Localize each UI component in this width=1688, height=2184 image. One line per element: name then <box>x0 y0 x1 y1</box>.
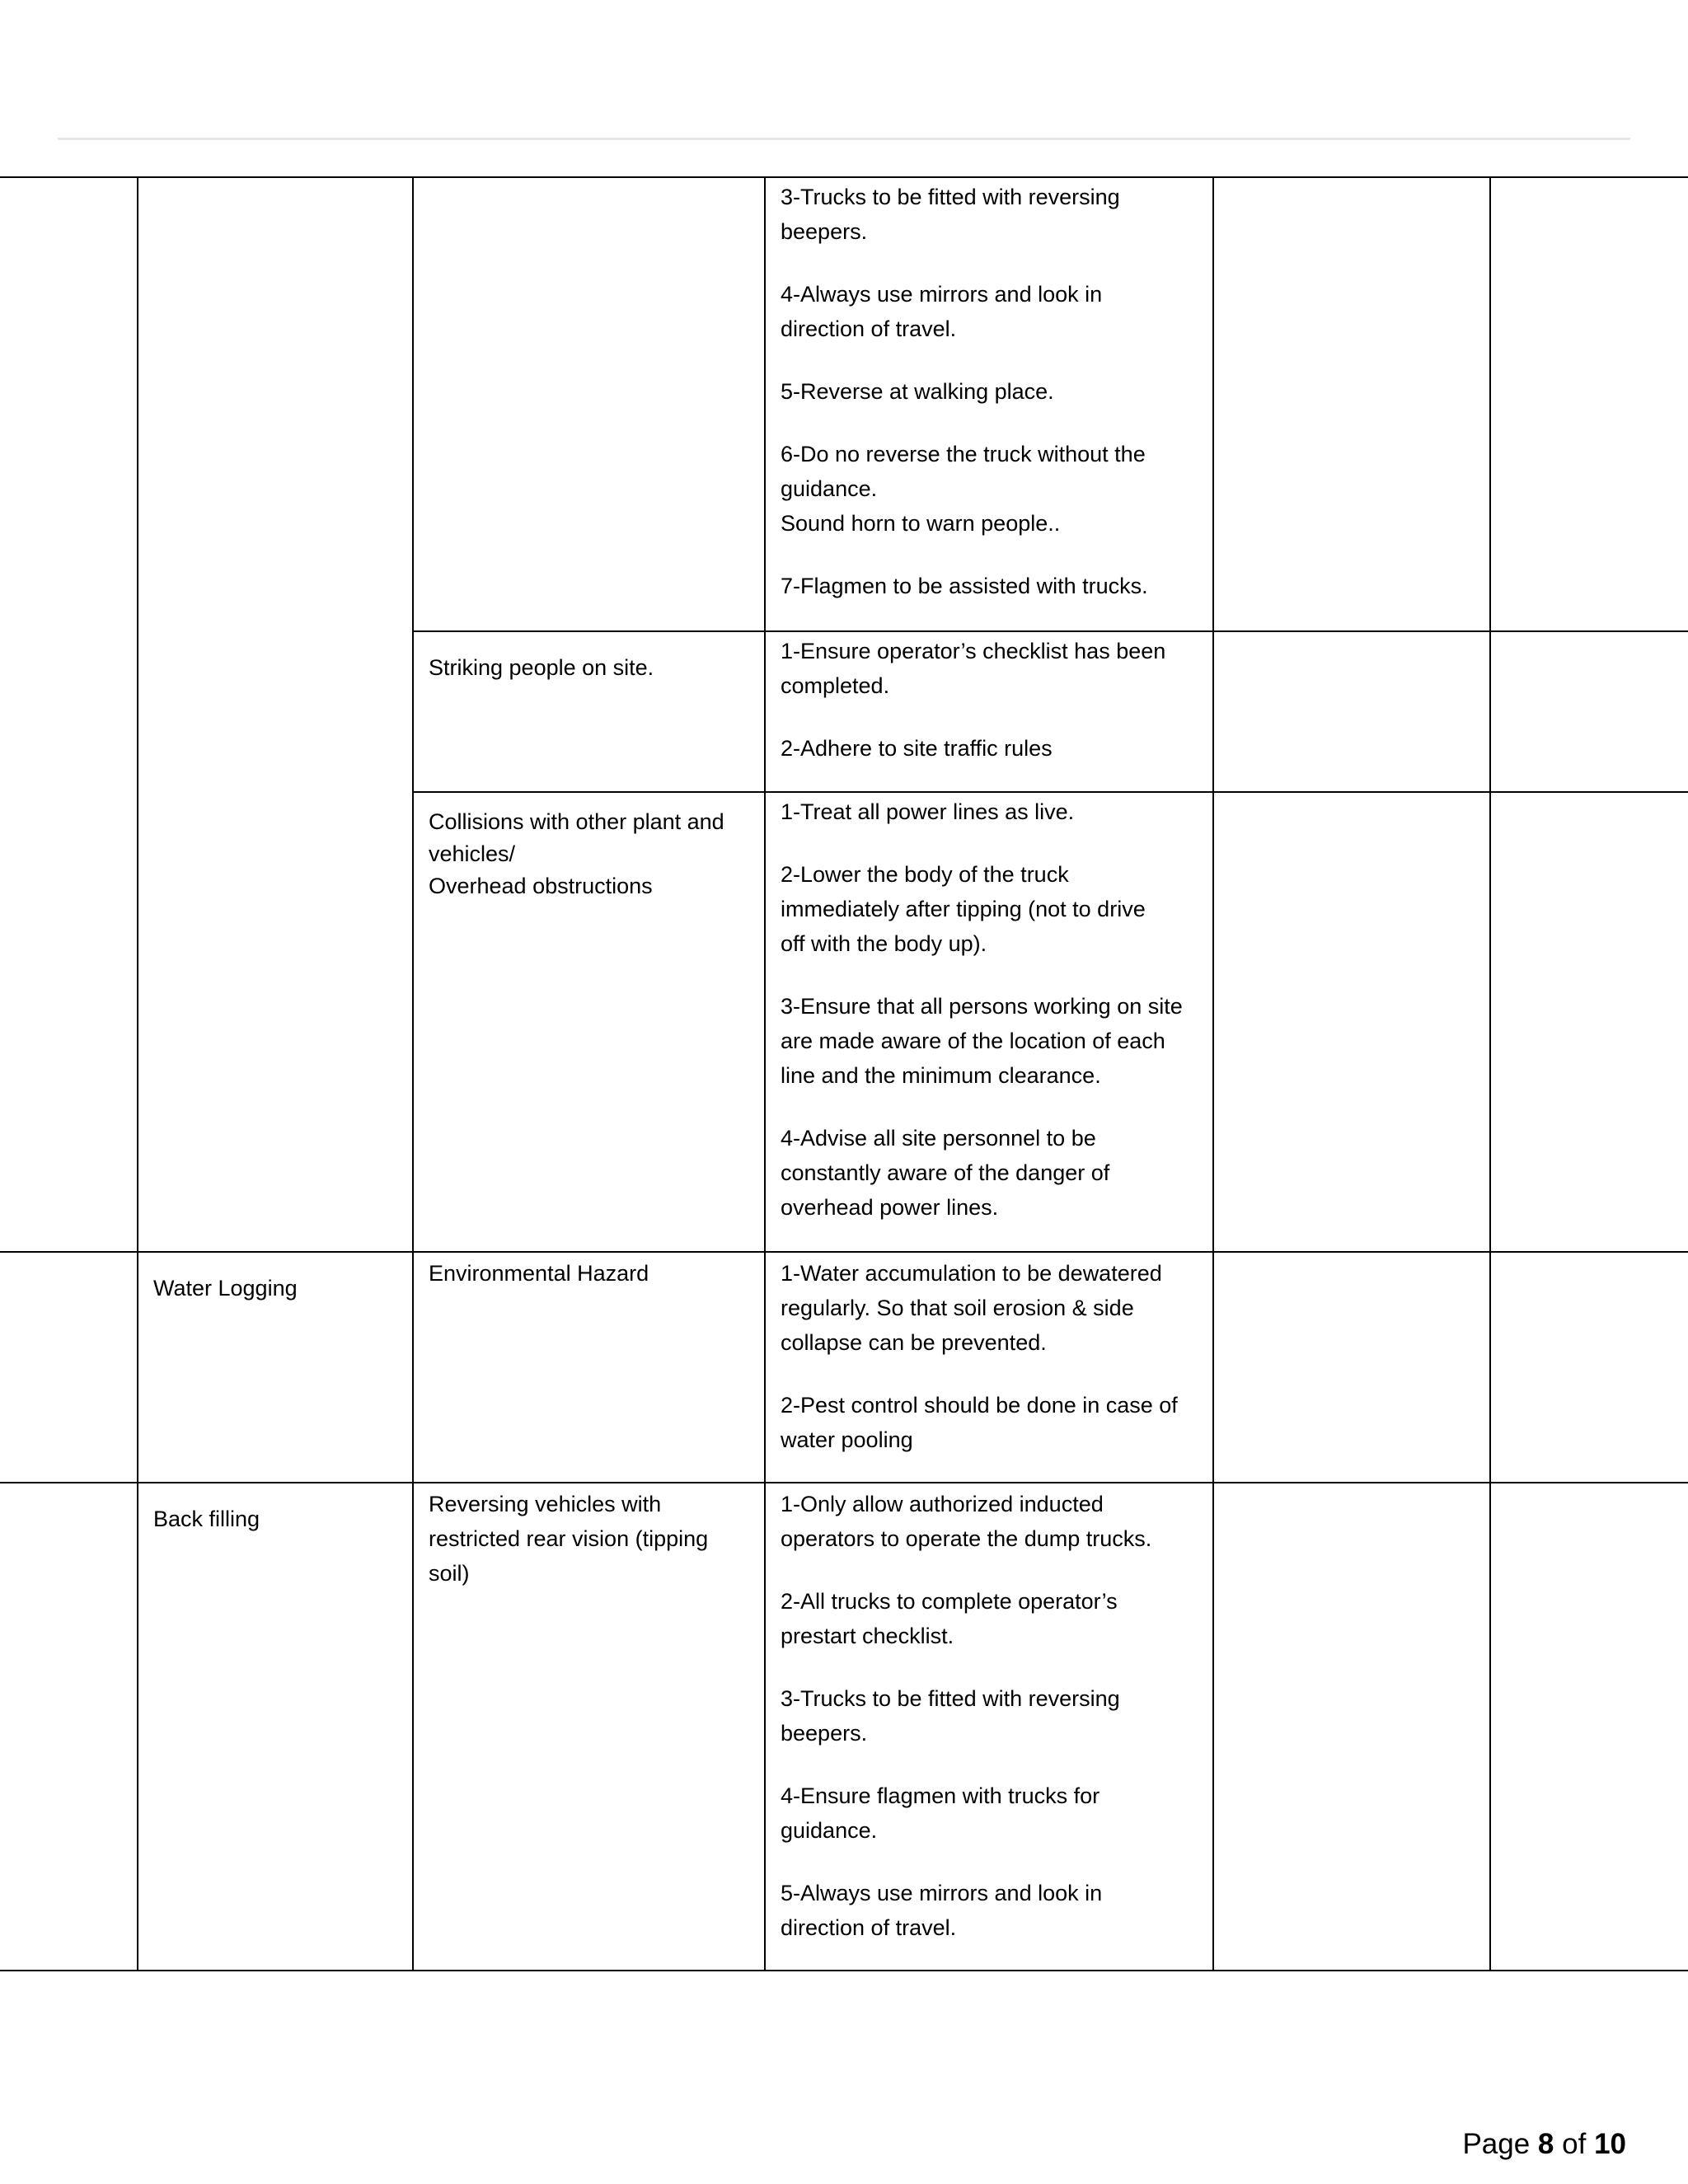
control-item <box>781 1487 1198 1556</box>
table-row <box>0 1252 1688 1483</box>
controls-cell <box>765 1483 1213 1971</box>
control-item <box>781 569 1198 603</box>
control-line: line and the minimum clearance. <box>781 1063 1101 1088</box>
activity-text: Water Logging <box>153 1276 298 1301</box>
controls-cell <box>765 177 1213 631</box>
consequence-cell <box>413 177 765 631</box>
control-line: guidance. <box>781 1818 878 1843</box>
consequence-cell <box>413 1483 765 1971</box>
control-line: direction of travel. <box>781 1915 957 1940</box>
control-line: 2-Pest control should be done in case of <box>781 1393 1178 1418</box>
control-line: 6-Do no reverse the truck without the <box>781 442 1146 466</box>
control-line: immediately after tipping (not to drive <box>781 897 1146 921</box>
consequence-cell <box>413 1252 765 1483</box>
page-total: 10 <box>1594 2128 1626 2160</box>
consequence-line: Overhead obstructions <box>429 874 653 898</box>
sr-no-cell <box>0 1252 138 1483</box>
control-item <box>781 989 1198 1093</box>
sr-no-cell <box>0 177 138 1252</box>
responsibility-cell <box>1490 177 1688 631</box>
sr-no-cell <box>0 1483 138 1971</box>
consequence-line: soil) <box>429 1561 470 1586</box>
responsibility-cell <box>1490 631 1688 792</box>
control-item <box>781 1256 1198 1360</box>
control-line: 1-Only allow authorized inducted <box>781 1492 1104 1516</box>
control-item <box>781 1584 1198 1653</box>
control-line: 2-Lower the body of the truck <box>781 862 1069 887</box>
control-line: collapse can be prevented. <box>781 1330 1047 1355</box>
control-line: beepers. <box>781 219 868 244</box>
consequence-text: Striking people on site. <box>429 655 654 680</box>
risk-rating-cell <box>1213 631 1490 792</box>
control-line: 2-All trucks to complete operator’s <box>781 1589 1118 1614</box>
control-line: 5-Always use mirrors and look in <box>781 1881 1103 1905</box>
page-number <box>1462 2128 1626 2161</box>
control-item <box>781 1681 1198 1750</box>
table-row <box>0 177 1688 631</box>
activity-cell <box>138 177 413 1252</box>
activity-text: Back filling <box>153 1507 260 1531</box>
activity-cell <box>138 1483 413 1971</box>
risk-assessment-table <box>0 176 1688 1971</box>
consequence-line: Reversing vehicles with <box>429 1492 662 1516</box>
control-line: 3-Ensure that all persons working on site <box>781 994 1183 1019</box>
control-line: prestart checklist. <box>781 1624 954 1648</box>
risk-rating-cell <box>1213 1252 1490 1483</box>
control-item <box>781 1388 1198 1457</box>
page-current: 8 <box>1537 2128 1554 2160</box>
controls-cell <box>765 1252 1213 1483</box>
risk-rating-cell <box>1213 177 1490 631</box>
control-line: operators to operate the dump trucks. <box>781 1526 1152 1551</box>
responsibility-cell <box>1490 1483 1688 1971</box>
control-line: off with the body up). <box>781 931 987 956</box>
control-line: 3-Trucks to be fitted with reversing <box>781 185 1120 209</box>
control-line: constantly aware of the danger of <box>781 1160 1110 1185</box>
responsibility-cell <box>1490 792 1688 1252</box>
control-item <box>781 634 1198 703</box>
control-line: 1-Treat all power lines as live. <box>781 799 1075 824</box>
page-label: Page <box>1462 2128 1531 2160</box>
control-item <box>781 180 1198 249</box>
control-line: 4-Ensure flagmen with trucks for <box>781 1783 1100 1808</box>
risk-rating-cell <box>1213 792 1490 1252</box>
consequence-cell <box>413 792 765 1252</box>
consequence-line: restricted rear vision (tipping <box>429 1526 709 1551</box>
control-item <box>781 857 1198 961</box>
control-item <box>781 731 1198 766</box>
consequence-text: Environmental Hazard <box>429 1261 649 1286</box>
control-item <box>781 794 1198 829</box>
control-line: are made aware of the location of each <box>781 1029 1165 1053</box>
control-item <box>781 437 1198 541</box>
control-line: beepers. <box>781 1721 868 1746</box>
control-line: water pooling <box>781 1427 913 1452</box>
control-item <box>781 1876 1198 1945</box>
control-line: 2-Adhere to site traffic rules <box>781 736 1053 761</box>
table-row <box>0 1483 1688 1971</box>
control-line: regularly. So that soil erosion & side <box>781 1296 1134 1320</box>
page-sep: of <box>1562 2128 1587 2160</box>
consequence-line: Collisions with other plant and <box>429 809 724 834</box>
control-line: 4-Always use mirrors and look in <box>781 282 1103 307</box>
activity-cell <box>138 1252 413 1483</box>
control-line: 1-Ensure operator’s checklist has been <box>781 639 1166 663</box>
control-line: 3-Trucks to be fitted with reversing <box>781 1686 1120 1711</box>
consequence-cell <box>413 631 765 792</box>
control-line: 1-Water accumulation to be dewatered <box>781 1261 1162 1286</box>
responsibility-cell <box>1490 1252 1688 1483</box>
controls-cell <box>765 792 1213 1252</box>
control-item <box>781 1121 1198 1225</box>
header-rule <box>58 138 1630 140</box>
control-line: guidance. <box>781 476 878 501</box>
consequence-line: vehicles/ <box>429 841 516 866</box>
control-line: completed. <box>781 673 890 698</box>
control-line: 4-Advise all site personnel to be <box>781 1126 1096 1151</box>
risk-rating-cell <box>1213 1483 1490 1971</box>
control-item <box>781 1779 1198 1848</box>
control-line: direction of travel. <box>781 316 957 341</box>
control-item <box>781 277 1198 346</box>
controls-cell <box>765 631 1213 792</box>
control-line: overhead power lines. <box>781 1195 999 1220</box>
control-line: Sound horn to warn people.. <box>781 511 1061 536</box>
control-line: 5-Reverse at walking place. <box>781 379 1054 404</box>
control-line: 7-Flagmen to be assisted with trucks. <box>781 574 1148 598</box>
control-item <box>781 374 1198 409</box>
